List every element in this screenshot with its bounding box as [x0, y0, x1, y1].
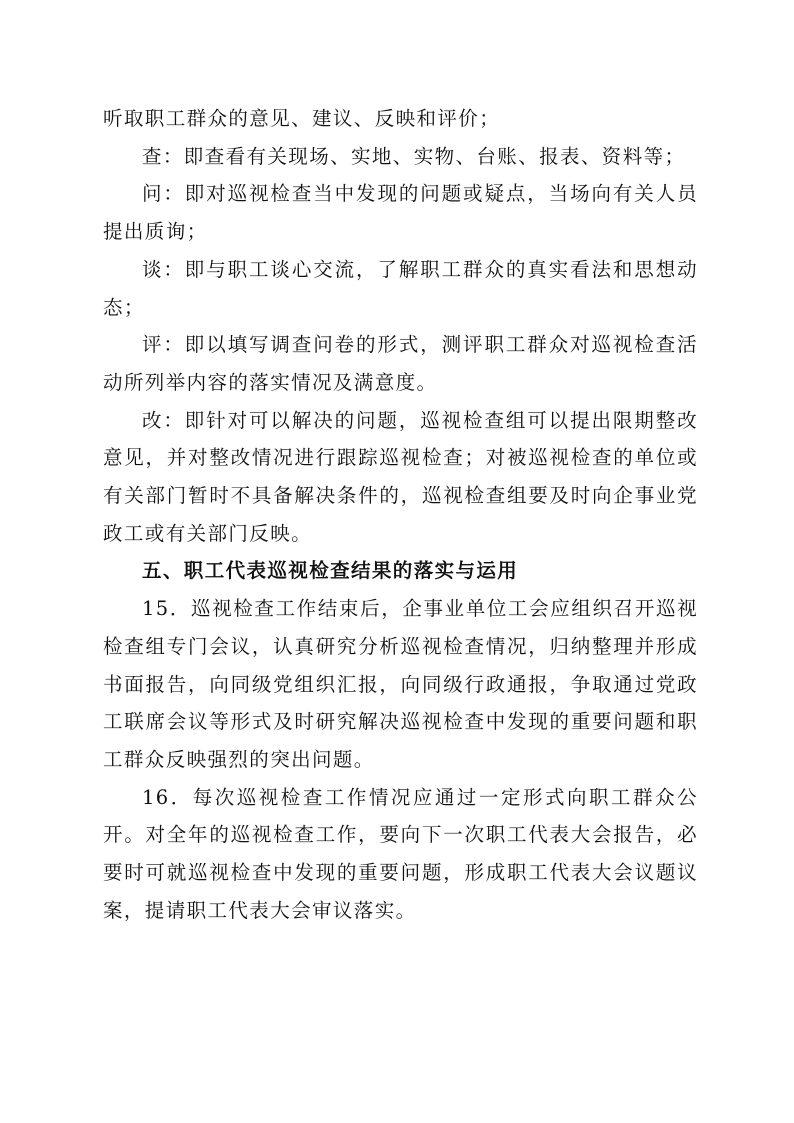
paragraph-article-15: 15．巡视检查工作结束后，企事业单位工会应组织召开巡视检查组专门会议，认真研究分析巡视检查情况，归纳整理并形成书面报告，向同级党组织汇报，向同级行政通报，争取通过党政工联席会议等形式及时研究解决巡视检查中发现的重要问题和职工群众反映强烈的突出问题。: [103, 597, 698, 771]
paragraph-ask: 问：即对巡视检查当中发现的问题或疑点，当场向有关人员提出质询；: [103, 182, 698, 244]
section-heading: 五、职工代表巡视检查结果的落实与运用: [142, 559, 519, 583]
paragraph-continuation: 听取职工群众的意见、建议、反映和评价；: [103, 107, 501, 130]
paragraph-check: 查：即查看有关现场、实地、实物、台账、报表、资料等；: [142, 144, 686, 168]
paragraph-article-16: 16．每次巡视检查工作情况应通过一定形式向职工群众公开。对全年的巡视检查工作，要向下一次职工代表大会报告，必要时可就巡视检查中发现的重要问题，形成职工代表大会议题议案，提请职工代表大会审议落实。: [103, 785, 698, 922]
paragraph-rectify: 改：即针对可以解决的问题，巡视检查组可以提出限期整改意见，并对整改情况进行跟踪巡视检查；对被巡视检查的单位或有关部门暂时不具备解决条件的，巡视检查组要及时向企事业党政工或有关部门反映。: [103, 408, 698, 545]
document-page: [103, 100, 698, 929]
paragraph-talk: 谈：即与职工谈心交流，了解职工群众的真实看法和思想动态；: [103, 257, 698, 319]
paragraph-evaluate: 评：即以填写调查问卷的形式，测评职工群众对巡视检查活动所列举内容的落实情况及满意度。: [103, 333, 698, 394]
